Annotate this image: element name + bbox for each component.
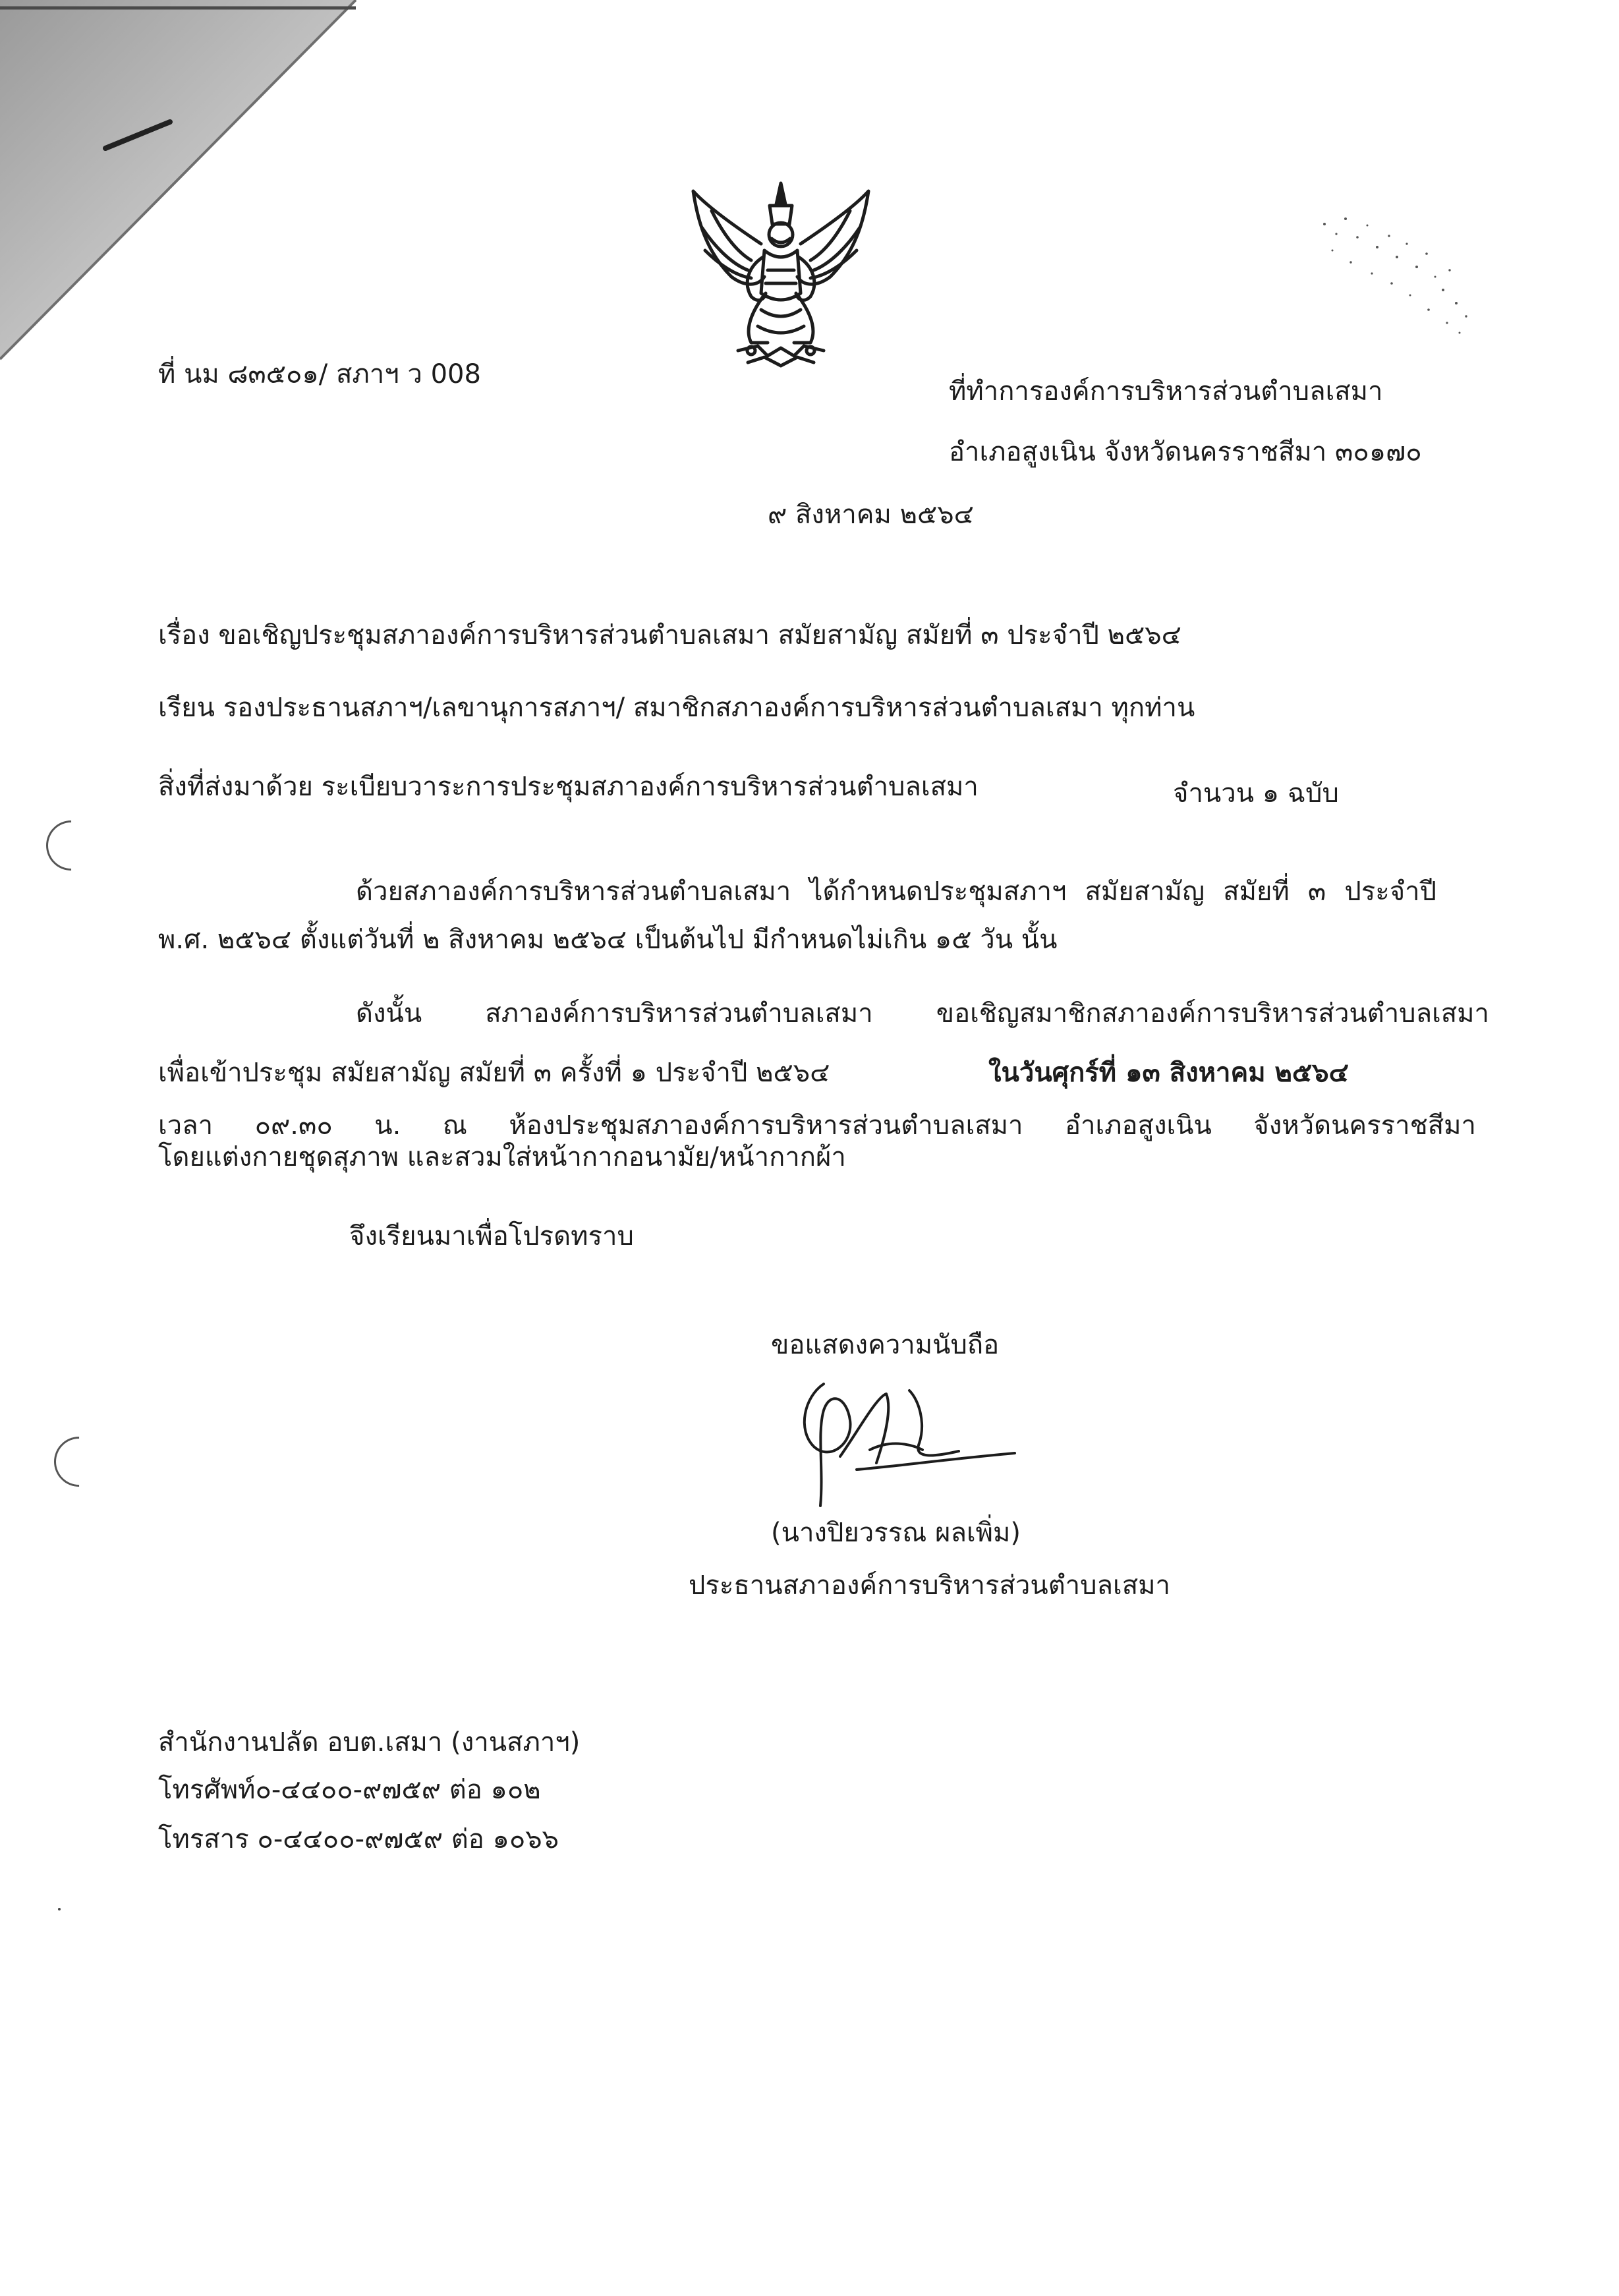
closing-line: จึงเรียนมาเพื่อโปรดทราบ: [349, 1221, 634, 1251]
punch-hole-lower: [43, 1426, 114, 1497]
scan-corner-fold: [0, 0, 369, 369]
paragraph2-line3: เวลา ๐๙.๓๐ น. ณ ห้องประชุมสภาองค์การบริหารส่วนตำบลเสมา อำเภอสูงเนิน จังหวัดนครราชสีมา: [158, 1110, 1476, 1141]
scan-dot: [58, 1908, 61, 1910]
complimentary-close: ขอแสดงความนับถือ: [771, 1330, 1000, 1360]
punch-hole-upper: [36, 810, 106, 880]
footer-phone: โทรศัพท์๐-๔๔๐๐-๙๗๕๙ ต่อ ๑๐๒: [158, 1775, 541, 1805]
handwritten-signature-icon: [778, 1371, 1028, 1522]
paragraph1-line1: ด้วยสภาองค์การบริหารส่วนตำบลเสมา ได้กำหนดประชุมสภาฯ สมัยสามัญ สมัยที่ ๓ ประจำปี: [356, 876, 1436, 907]
paragraph2-line4: โดยแต่งกายชุดสุภาพ และสวมใส่หน้ากากอนามัย/หน้ากากผ้า: [158, 1142, 846, 1172]
scan-speckle: [1318, 211, 1476, 343]
paragraph2-meeting-date: ในวันศุกร์ที่ ๑๓ สิงหาคม ๒๕๖๔: [988, 1058, 1349, 1088]
footer-fax: โทรสาร ๐-๔๔๐๐-๙๗๕๙ ต่อ ๑๐๖๖: [158, 1824, 559, 1854]
letter-date: ๙ สิงหาคม ๒๕๖๔: [768, 500, 974, 530]
attachment-line: สิ่งที่ส่งมาด้วย ระเบียบวาระการประชุมสภาองค์การบริหารส่วนตำบลเสมา: [158, 772, 979, 802]
paragraph1-line2: พ.ศ. ๒๕๖๔ ตั้งแต่วันที่ ๒ สิงหาคม ๒๕๖๔ เป็นต้นไป มีกำหนดไม่เกิน ๑๕ วัน นั้น: [158, 925, 1058, 955]
paragraph2-line2a: เพื่อเข้าประชุม สมัยสามัญ สมัยที่ ๓ ครั้งที่ ๑ ประจำปี ๒๕๖๔: [158, 1058, 830, 1088]
attachment-quantity: จำนวน ๑ ฉบับ: [1173, 778, 1339, 809]
reference-number: ที่ นม ๘๓๕๐๑/ สภาฯ ว 008: [158, 359, 481, 389]
office-address-line2: อำเภอสูงเนิน จังหวัดนครราชสีมา ๓๐๑๗๐: [949, 437, 1422, 467]
recipient-line: เรียน รองประธานสภาฯ/เลขานุการสภาฯ/ สมาชิกสภาองค์การบริหารส่วนตำบลเสมา ทุกท่าน: [158, 693, 1195, 723]
paragraph2-line1: ดังนั้น สภาองค์การบริหารส่วนตำบลเสมา ขอเชิญสมาชิกสภาองค์การบริหารส่วนตำบลเสมา: [356, 998, 1489, 1029]
subject-line: เรื่อง ขอเชิญประชุมสภาองค์การบริหารส่วนตำบลเสมา สมัยสามัญ สมัยที่ ๓ ประจำปี ๒๕๖๔: [158, 620, 1181, 650]
signer-name: (นางปิยวรรณ ผลเพิ่ม): [771, 1518, 1021, 1548]
signer-title: ประธานสภาองค์การบริหารส่วนตำบลเสมา: [689, 1570, 1170, 1601]
footer-office: สำนักงานปลัด อบต.เสมา (งานสภาฯ): [158, 1727, 581, 1758]
garuda-emblem-icon: [685, 178, 876, 376]
office-address-line1: ที่ทำการองค์การบริหารส่วนตำบลเสมา: [949, 376, 1383, 407]
